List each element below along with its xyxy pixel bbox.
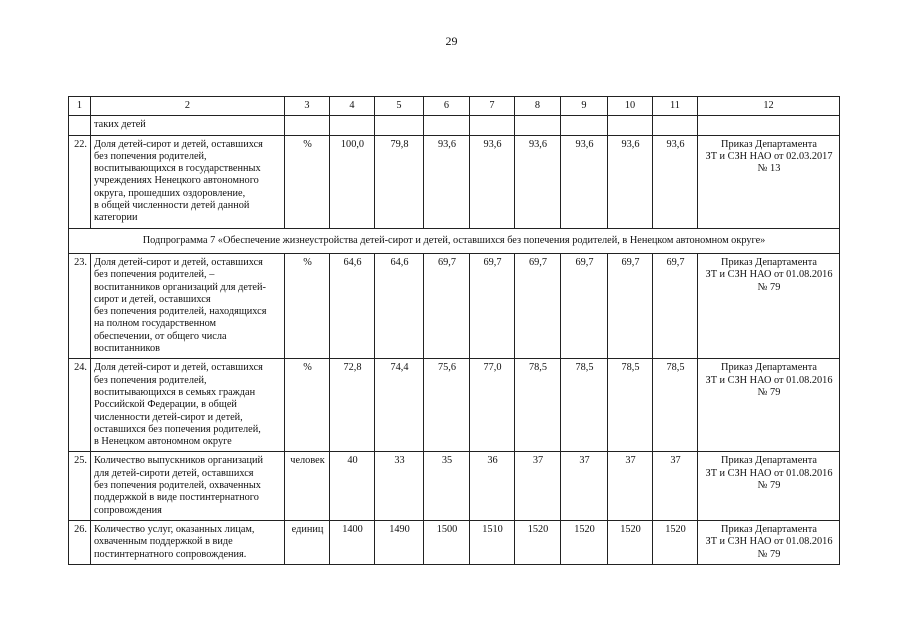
value-cell: 37: [653, 452, 698, 520]
value-cell: 37: [561, 452, 608, 520]
value-cell: 69,7: [653, 253, 698, 358]
value-cell: 72,8: [330, 359, 375, 452]
description-line: Количество выпускников организаций: [94, 455, 263, 467]
value-cell: 69,7: [608, 253, 653, 358]
header-cell: 2: [91, 97, 285, 116]
description-line: категории: [94, 212, 138, 224]
description-line: учреждениях Ненецкого автономного: [94, 175, 259, 187]
value-cell: 79,8: [375, 135, 424, 228]
row-number: 23.: [69, 253, 91, 358]
row-number: 26.: [69, 520, 91, 564]
description-line: поддержкой в виде постинтернатного: [94, 492, 259, 504]
value-cell: 1490: [375, 520, 424, 564]
value-cell: 100,0: [330, 135, 375, 228]
value-cell: 69,7: [424, 253, 470, 358]
reference-line: Приказ Департамента: [721, 523, 817, 535]
value-cell: 78,5: [653, 359, 698, 452]
description-line: в Ненецком автономном округе: [94, 436, 232, 448]
value-cell: 78,5: [515, 359, 561, 452]
value-cell: 1500: [424, 520, 470, 564]
reference-cell: [698, 253, 840, 358]
value-cell: 33: [375, 452, 424, 520]
table-row: [69, 135, 840, 228]
reference-line: № 13: [757, 163, 781, 175]
table-row: [69, 520, 840, 564]
reference-line: № 79: [757, 548, 781, 560]
description-line: на полном государственном: [94, 318, 217, 330]
row-number: 24.: [69, 359, 91, 452]
value-cell: 74,4: [375, 359, 424, 452]
value-cell: 36: [470, 452, 515, 520]
value-cell: 77,0: [470, 359, 515, 452]
reference-line: Приказ Департамента: [721, 362, 817, 374]
row-description: [91, 135, 285, 228]
value-cell: 93,6: [561, 135, 608, 228]
reference-line: ЗТ и СЗН НАО от 02.03.2017: [705, 150, 833, 162]
row-description: [91, 520, 285, 564]
header-cell: 4: [330, 97, 375, 116]
value-cell: 1520: [561, 520, 608, 564]
reference-line: № 79: [757, 480, 781, 492]
description-line: сирот и детей, оставшихся: [94, 293, 211, 305]
description-line: в общей численности детей данной: [94, 200, 250, 212]
unit-cell: единиц: [285, 520, 330, 564]
value-cell: 69,7: [561, 253, 608, 358]
table-row: [69, 452, 840, 520]
value-cell: 1520: [608, 520, 653, 564]
row-number: 25.: [69, 452, 91, 520]
value-cell: 37: [608, 452, 653, 520]
page-number: 29: [445, 34, 458, 48]
description-line: воспитанников: [94, 343, 161, 355]
value-cell: 93,6: [424, 135, 470, 228]
value-cell: 64,6: [375, 253, 424, 358]
value-cell: 78,5: [561, 359, 608, 452]
header-cell: 1: [69, 97, 91, 116]
header-cell: 5: [375, 97, 424, 116]
description-line: Доля детей-сирот и детей, оставшихся: [94, 256, 263, 268]
reference-line: Приказ Департамента: [721, 256, 817, 268]
description-line: Количество услуг, оказанных лицам,: [94, 523, 255, 535]
subprogram-row: [69, 228, 840, 253]
description-line: постинтернатного сопровождения.: [94, 548, 247, 560]
description-line: сопровождения: [94, 504, 162, 516]
row-description: [91, 359, 285, 452]
value-cell: 1510: [470, 520, 515, 564]
row-description: [91, 452, 285, 520]
value-cell: 35: [424, 452, 470, 520]
description-line: воспитывающихся в государственных: [94, 163, 261, 175]
value-cell: 93,6: [470, 135, 515, 228]
reference-line: Приказ Департамента: [721, 455, 817, 467]
description-line: без попечения родителей, находящихся: [94, 306, 267, 318]
header-cell: 3: [285, 97, 330, 116]
description-line: воспитанников организаций для детей-: [94, 281, 266, 293]
description-line: охваченным поддержкой в виде: [94, 536, 233, 548]
description-line: без попечения родителей,: [94, 374, 207, 386]
reference-cell: [698, 520, 840, 564]
row-description: [91, 253, 285, 358]
value-cell: 1520: [653, 520, 698, 564]
reference-line: ЗТ и СЗН НАО от 01.08.2016: [705, 536, 833, 548]
value-cell: 64,6: [330, 253, 375, 358]
value-cell: 78,5: [608, 359, 653, 452]
reference-line: № 79: [757, 386, 781, 398]
description-line: Российской Федерации, в общей: [94, 399, 237, 411]
header-row: [69, 97, 840, 116]
reference-line: ЗТ и СЗН НАО от 01.08.2016: [705, 374, 833, 386]
value-cell: 75,6: [424, 359, 470, 452]
description-line: Доля детей-сирот и детей, оставшихся: [94, 362, 263, 374]
description-line: без попечения родителей,: [94, 150, 207, 162]
description-line: воспитывающихся в семьях граждан: [94, 386, 256, 398]
header-cell: 6: [424, 97, 470, 116]
value-cell: 69,7: [470, 253, 515, 358]
header-cell: 8: [515, 97, 561, 116]
table-row: [69, 253, 840, 358]
unit-cell: %: [285, 253, 330, 358]
header-cell: 11: [653, 97, 698, 116]
unit-cell: %: [285, 359, 330, 452]
value-cell: 93,6: [608, 135, 653, 228]
description-line: Доля детей-сирот и детей, оставшихся: [94, 138, 263, 150]
description-line: оставшихся без попечения родителей,: [94, 423, 261, 435]
indicators-table: [68, 96, 840, 565]
value-cell: 69,7: [515, 253, 561, 358]
header-cell: 9: [561, 97, 608, 116]
reference-line: № 79: [757, 281, 781, 293]
description-line: для детей-сироти детей, оставшихся: [94, 467, 254, 479]
value-cell: 40: [330, 452, 375, 520]
row-number: 22.: [69, 135, 91, 228]
description-line: без попечения родителей, охваченных: [94, 480, 261, 492]
description-line: численности детей-сирот и детей,: [94, 411, 243, 423]
reference-line: ЗТ и СЗН НАО от 01.08.2016: [705, 467, 833, 479]
value-cell: 1520: [515, 520, 561, 564]
reference-cell: [698, 359, 840, 452]
unit-cell: %: [285, 135, 330, 228]
description-line: округа, прошедших оздоровление,: [94, 187, 246, 199]
unit-cell: человек: [285, 452, 330, 520]
reference-cell: [698, 135, 840, 228]
header-cell: 10: [608, 97, 653, 116]
value-cell: 37: [515, 452, 561, 520]
value-cell: 1400: [330, 520, 375, 564]
description-line: без попечения родителей, –: [94, 269, 215, 281]
reference-line: ЗТ и СЗН НАО от 01.08.2016: [705, 269, 833, 281]
value-cell: 93,6: [515, 135, 561, 228]
table-row-continuation: [69, 116, 840, 135]
reference-line: Приказ Департамента: [721, 138, 817, 150]
row-description: таких детей: [91, 116, 285, 135]
table-row: [69, 359, 840, 452]
header-cell: 12: [698, 97, 840, 116]
value-cell: 93,6: [653, 135, 698, 228]
subprogram-title: Подпрограмма 7 «Обеспечение жизнеустройства детей-сирот и детей, оставшихся без попечения родителей, в Ненецком автономном округе»: [69, 228, 840, 253]
header-cell: 7: [470, 97, 515, 116]
description-line: обеспечении, от общего числа: [94, 330, 227, 342]
reference-cell: [698, 452, 840, 520]
